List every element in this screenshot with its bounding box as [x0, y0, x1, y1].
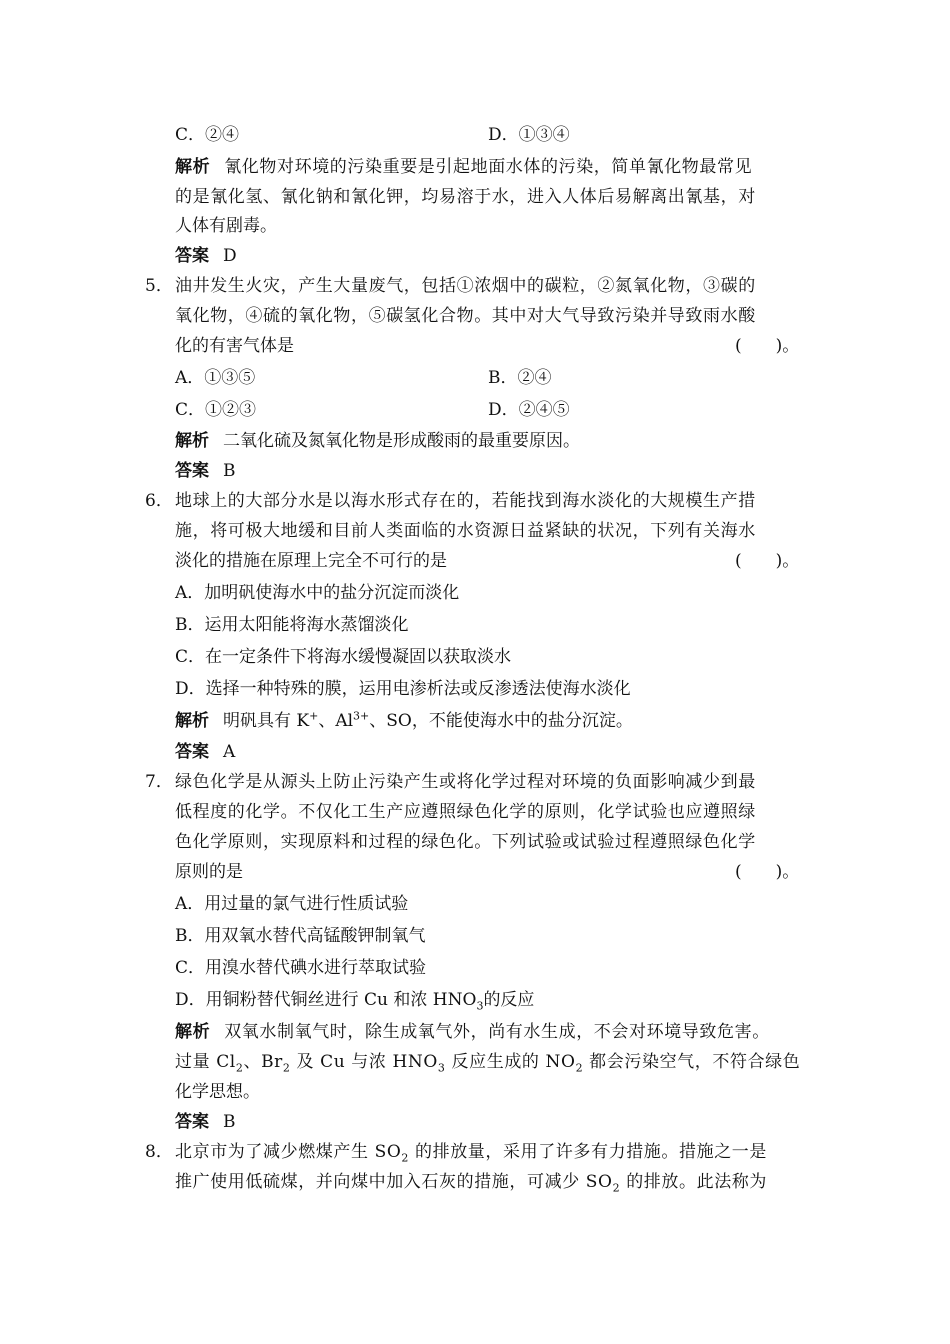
q8-stem-line-2: 推广使用低硫煤，并向煤中加入石灰的措施，可减少 $SO_2$ 的排放。此法称为: [175, 1172, 768, 1195]
q6-answer: 答案 A: [175, 742, 236, 762]
q7-stem-line-1: 绿色化学是从源头上防止污染产生或将化学过程对环境的负面影响减少到最: [175, 772, 756, 792]
q4-option-c: C．②④: [175, 125, 240, 145]
q5-answer: 答案 B: [175, 461, 236, 481]
q7-analysis-line-3: 化学思想。: [175, 1082, 260, 1102]
q7-stem-line-3: 色化学原则，实现原料和过程的绿色化。下列试验或试验过程遵照绿色化学: [175, 832, 756, 852]
q5-option-b: B．②④: [488, 368, 552, 388]
q5-option-c: C．①②③: [175, 400, 257, 420]
q4-answer: 答案 D: [175, 246, 237, 266]
q8-stem-line-1: 北京市为了减少燃煤产生 $SO_2$ 的排放量，采用了许多有力措施。措施之一是: [175, 1142, 768, 1165]
q6-stem-line-1: 地球上的大部分水是以海水形式存在的，若能找到海水淡化的大规模生产措: [175, 491, 756, 511]
analysis-label: 解析: [175, 711, 209, 731]
q6-answer-blank: ( )。: [735, 551, 800, 571]
q7-option-c: C．用溴水替代碘水进行萃取试验: [175, 958, 427, 978]
analysis-label: 解析: [175, 157, 211, 177]
q5-analysis: 解析 二氧化硫及氮氧化物是形成酸雨的最重要原因。: [175, 431, 580, 451]
q4-analysis-line-1: 解析 氰化物对环境的污染重要是引起地面水体的污染，简单氰化物最常见: [175, 157, 753, 177]
q5-number: 5．: [145, 276, 173, 296]
q5-answer-blank: ( )。: [735, 336, 800, 356]
analysis-label: 解析: [175, 1022, 211, 1042]
q7-analysis-line-2: 过量 $Cl_2$、$Br_2$ 及 Cu 与浓 $HNO_3$ 反应生成的 $NO_2$ 都会污染空气，不符合绿色: [175, 1052, 801, 1075]
q7-analysis-line-1: 解析 双氧水制氧气时，除生成氧气外，尚有水生成，不会对环境导致危害。: [175, 1022, 770, 1042]
q5-stem-line-3: 化的有害气体是: [175, 336, 294, 356]
q5-stem-line-1: 油井发生火灾，产生大量废气，包括①浓烟中的碳粒，②氮氧化物，③碳的: [175, 276, 756, 296]
q7-option-a: A．用过量的氯气进行性质试验: [175, 894, 409, 914]
q6-stem-line-2: 施，将可极大地缓和目前人类面临的水资源日益紧缺的状况，下列有关海水: [175, 521, 756, 541]
q6-option-c: C．在一定条件下将海水缓慢凝固以获取淡水: [175, 647, 512, 667]
q7-number: 7．: [145, 772, 173, 792]
q6-option-d: D．选择一种特殊的膜，运用电渗析法或反渗透法使海水淡化: [175, 679, 631, 699]
q5-option-a: A．①③⑤: [175, 368, 256, 388]
q6-option-a: A．加明矾使海水中的盐分沉淀而淡化: [175, 583, 460, 603]
answer-label: 答案: [175, 461, 209, 481]
q7-stem-line-4: 原则的是: [175, 862, 243, 882]
q6-option-b: B．运用太阳能将海水蒸馏淡化: [175, 615, 409, 635]
q4-option-d: D．①③④: [488, 125, 570, 145]
q7-stem-line-2: 低程度的化学。不仅化工生产应遵照绿色化学的原则，化学试验也应遵照绿: [175, 802, 756, 822]
q7-option-b: B．用双氧水替代高锰酸钾制氧气: [175, 926, 426, 946]
analysis-label: 解析: [175, 431, 209, 451]
answer-label: 答案: [175, 1112, 209, 1132]
q8-number: 8．: [145, 1142, 173, 1162]
q6-stem-line-3: 淡化的措施在原理上完全不可行的是: [175, 551, 447, 571]
q7-option-d: D．用铜粉替代铜丝进行 Cu 和浓 $HNO_3$的反应: [175, 990, 535, 1013]
answer-label: 答案: [175, 742, 209, 762]
q6-analysis: 解析 明矾具有 K+、$Al^{3+}$、SO，不能使海水中的盐分沉淀。: [175, 709, 633, 731]
answer-label: 答案: [175, 246, 209, 266]
q5-stem-line-2: 氧化物，④硫的氧化物，⑤碳氢化合物。其中对大气导致污染并导致雨水酸: [175, 306, 756, 326]
q5-option-d: D．②④⑤: [488, 400, 570, 420]
q7-answer-blank: ( )。: [735, 862, 800, 882]
q4-analysis-line-3: 人体有剧毒。: [175, 216, 277, 236]
q6-number: 6．: [145, 491, 173, 511]
q7-answer: 答案 B: [175, 1112, 236, 1132]
q4-analysis-line-2: 的是氰化氢、氰化钠和氰化钾，均易溶于水，进入人体后易解离出氰基，对: [175, 187, 756, 207]
